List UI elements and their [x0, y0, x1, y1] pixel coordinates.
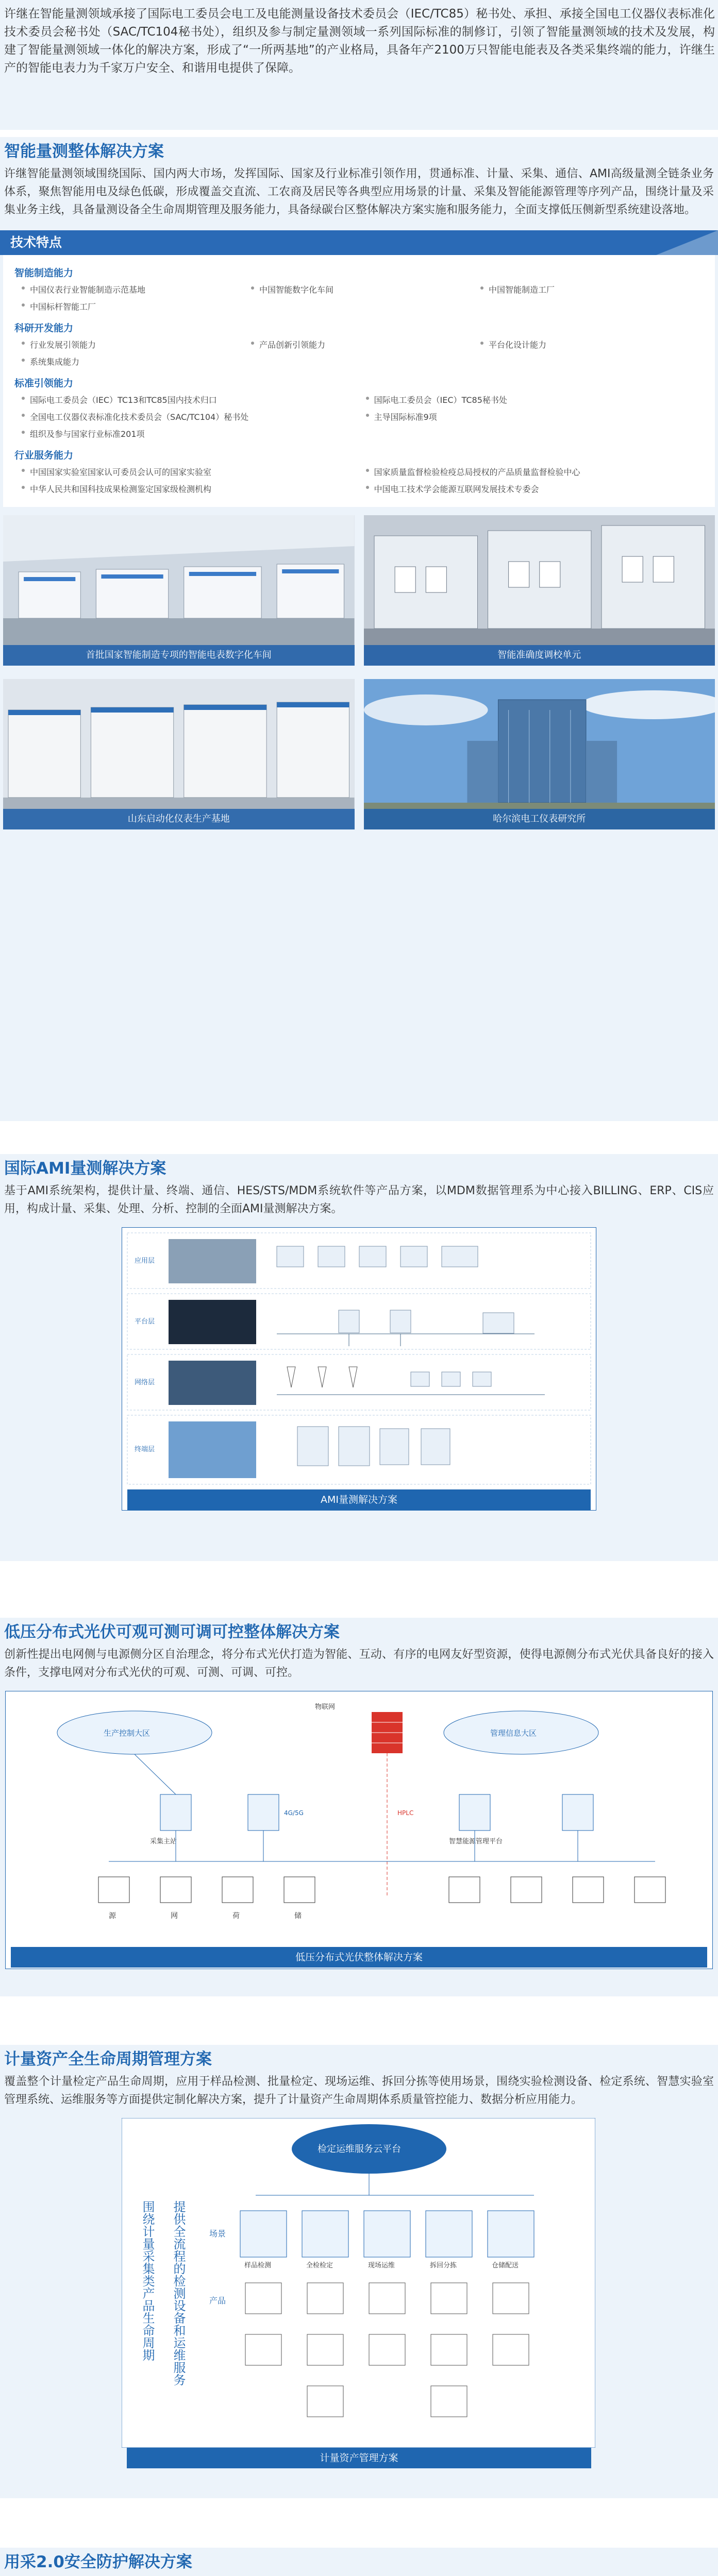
features-body	[3, 255, 715, 507]
network-label: 物联网	[315, 1703, 336, 1711]
calibration-illustration	[364, 515, 715, 666]
base-photo	[3, 679, 355, 829]
intro-text: 许继在智能量测领域承接了国际电工委员会电工及电能测量设备技术委员会（IEC/TC85）秘书处、承担、承接全国电工仪器仪表标准化技术委员会秘书处（SAC/TC104秘书处），组织及参与制定量测领域一系列国际标准的制修订，引领了智能量测领域的技术及发展，构建了智能量测领域一体化的解决方案，形成了“一所两基地”的产业格局，具备年产2100万只智能电能表及各类采集终端的能力，许继生产的智能电表力为千家万户安全、和谐用电提供了保障。	[4, 7, 715, 75]
list-item: 国际电工委员会（IEC）TC13和TC85国内技术归口	[22, 394, 366, 405]
node-label: 智慧能源管理平台	[449, 1838, 503, 1845]
layer-label: 应用层	[135, 1257, 155, 1265]
list-item: 全国电工仪器仪表标准化技术委员会（SAC/TC104）秘书处	[22, 411, 366, 422]
workshop-photo	[3, 515, 355, 666]
features-header	[0, 230, 718, 255]
list-item: 中国标杆智能工厂	[22, 300, 251, 312]
row-label: 场景	[209, 2229, 226, 2239]
section-desc: 覆盖整个计量检定产品生命周期，应用于样品检测、批量检定、现场运维、拆回分拣等使用场景，围绕实验检测设备、检定系统、智慧实验室管理系统、运维服务等方面提供定制化解决方案，提升了计量资产生命周期体系质量管控能力、数据分析应用能力。	[4, 2075, 714, 2106]
layer-label: 终端层	[135, 1446, 155, 1453]
scene-label: 样品检测	[244, 2262, 272, 2269]
list-item: 组织及参与国家行业标准201项	[22, 428, 366, 439]
side-text: 提供全流程的检测设备和运维服务	[171, 2200, 186, 2386]
intro-section	[0, 0, 718, 130]
list-item: 系统集成能力	[22, 355, 251, 367]
photo-grid	[0, 507, 718, 840]
pv-architecture	[6, 1691, 712, 1947]
section-title: 用采2.0安全防护解决方案	[4, 2553, 192, 2571]
asset-section	[0, 2045, 718, 2498]
zone-label: 管理信息大区	[490, 1728, 537, 1738]
list-item: 行业发展引领能力	[22, 338, 251, 350]
group-title: 智能制造能力	[14, 267, 74, 279]
resource-label: 荷	[232, 1912, 240, 1920]
ami-diagram	[122, 1227, 596, 1511]
list-item: 产品创新引领能力	[251, 338, 480, 350]
layer-label: 网络层	[135, 1379, 155, 1386]
scene-label: 仓储配送	[492, 2262, 519, 2269]
diagram-caption: 计量资产管理方案	[127, 2448, 591, 2468]
list-item: 国家质量监督检验检疫总局授权的产品质量监督检验中心	[366, 466, 710, 478]
diagram-caption: AMI量测解决方案	[127, 1489, 591, 1510]
smart-metering-section	[0, 137, 718, 1121]
list-item: 中国智能制造工厂	[480, 283, 710, 295]
side-text: 围绕计量采集类产品生命周期	[140, 2200, 155, 2361]
institute-illustration	[364, 679, 715, 829]
photo-caption: 哈尔滨电工仪表研究所	[364, 809, 715, 829]
institute-photo	[364, 679, 715, 829]
layer-label: 平台层	[135, 1318, 155, 1326]
asset-diagram	[122, 2118, 596, 2472]
calibration-photo	[364, 515, 715, 666]
section-desc: 创新性提出电网侧与电源侧分区自治理念，将分布式光伏打造为智能、互动、有序的电网友好型资源，使得电源侧分布式光伏具备良好的接入条件，支撑电网对分布式光伏的可观、可测、可调、可控。	[4, 1648, 714, 1679]
section-desc: 基于AMI系统架构，提供计量、终端、通信、HES/STS/MDM系统软件等产品方案，以MDM数据管理系为中心接入BILLING、ERP、CIS应用，构成计量、采集、处理、分析、控制的全面AMI量测解决方案。	[4, 1184, 714, 1215]
group-title: 行业服务能力	[14, 450, 74, 461]
list-item: 中国国家实验室国家认可委员会认可的国家实验室	[22, 466, 366, 478]
pv-section	[0, 1618, 718, 1996]
security-section	[0, 2548, 718, 2576]
list-item: 国际电工委员会（IEC）TC85秘书处	[366, 394, 710, 405]
group-title: 标准引领能力	[14, 378, 74, 389]
photo-caption: 山东启动化仪表生产基地	[3, 809, 355, 829]
resource-label: 源	[109, 1912, 116, 1920]
scene-label: 现场运维	[368, 2262, 395, 2269]
asset-architecture	[122, 2118, 595, 2448]
link-label: 4G/5G	[284, 1809, 304, 1817]
row-label: 产品	[209, 2296, 226, 2306]
section-title: 智能量测整体解决方案	[4, 142, 164, 161]
section-title: 计量资产全生命周期管理方案	[4, 2050, 212, 2069]
zone-label: 生产控制大区	[104, 1728, 151, 1738]
pv-diagram	[5, 1691, 713, 1969]
list-item: 中国电工技术学会能源互联网发展技术专委会	[366, 483, 710, 495]
ami-section	[0, 1154, 718, 1561]
header-deco	[636, 230, 718, 255]
diagram-caption: 低压分布式光伏整体解决方案	[11, 1947, 707, 1968]
base-illustration	[3, 679, 355, 829]
ami-architecture	[122, 1228, 596, 1489]
section-title: 国际AMI量测解决方案	[4, 1159, 166, 1178]
list-item: 中国仪表行业智能制造示范基地	[22, 283, 251, 295]
list-item: 平台化设计能力	[480, 338, 710, 350]
section-desc: 许继智能量测领域围绕国际、国内两大市场，发挥国际、国家及行业标准引领作用，贯通标准、计量、采集、通信、AMI高级量测全链条业务体系，聚焦智能用电及绿色低碳，形成覆盖交直流、工农商及居民等各典型应用场景的计量、采集及智能能源管理等序列产品，围绕计量及采集业务主线，具备量测设备全生命周期管理及服务能力，具备绿碳台区整体解决方案实施和服务能力，全面支撑低压侧新型系统建设落地。	[4, 167, 714, 216]
cloud-label: 检定运维服务云平台	[318, 2144, 401, 2155]
list-item: 中国智能数字化车间	[251, 283, 480, 295]
scene-label: 全检检定	[306, 2262, 333, 2269]
scene-label: 拆回分拣	[430, 2262, 457, 2269]
link-label: HPLC	[397, 1809, 414, 1817]
node-label: 采集主站	[150, 1838, 177, 1845]
group-title: 科研开发能力	[14, 323, 74, 334]
list-item: 中华人民共和国科技成果检测鉴定国家级检测机构	[22, 483, 366, 495]
list-item: 主导国际标准9项	[366, 411, 710, 422]
workshop-illustration	[3, 515, 355, 666]
photo-caption: 智能准确度调校单元	[364, 645, 715, 666]
photo-caption: 首批国家智能制造专项的智能电表数字化车间	[3, 645, 355, 666]
features-title: 技术特点	[10, 235, 62, 250]
resource-label: 网	[171, 1912, 178, 1920]
section-title: 低压分布式光伏可观可测可调可控整体解决方案	[4, 1623, 340, 1641]
resource-label: 储	[294, 1912, 302, 1920]
